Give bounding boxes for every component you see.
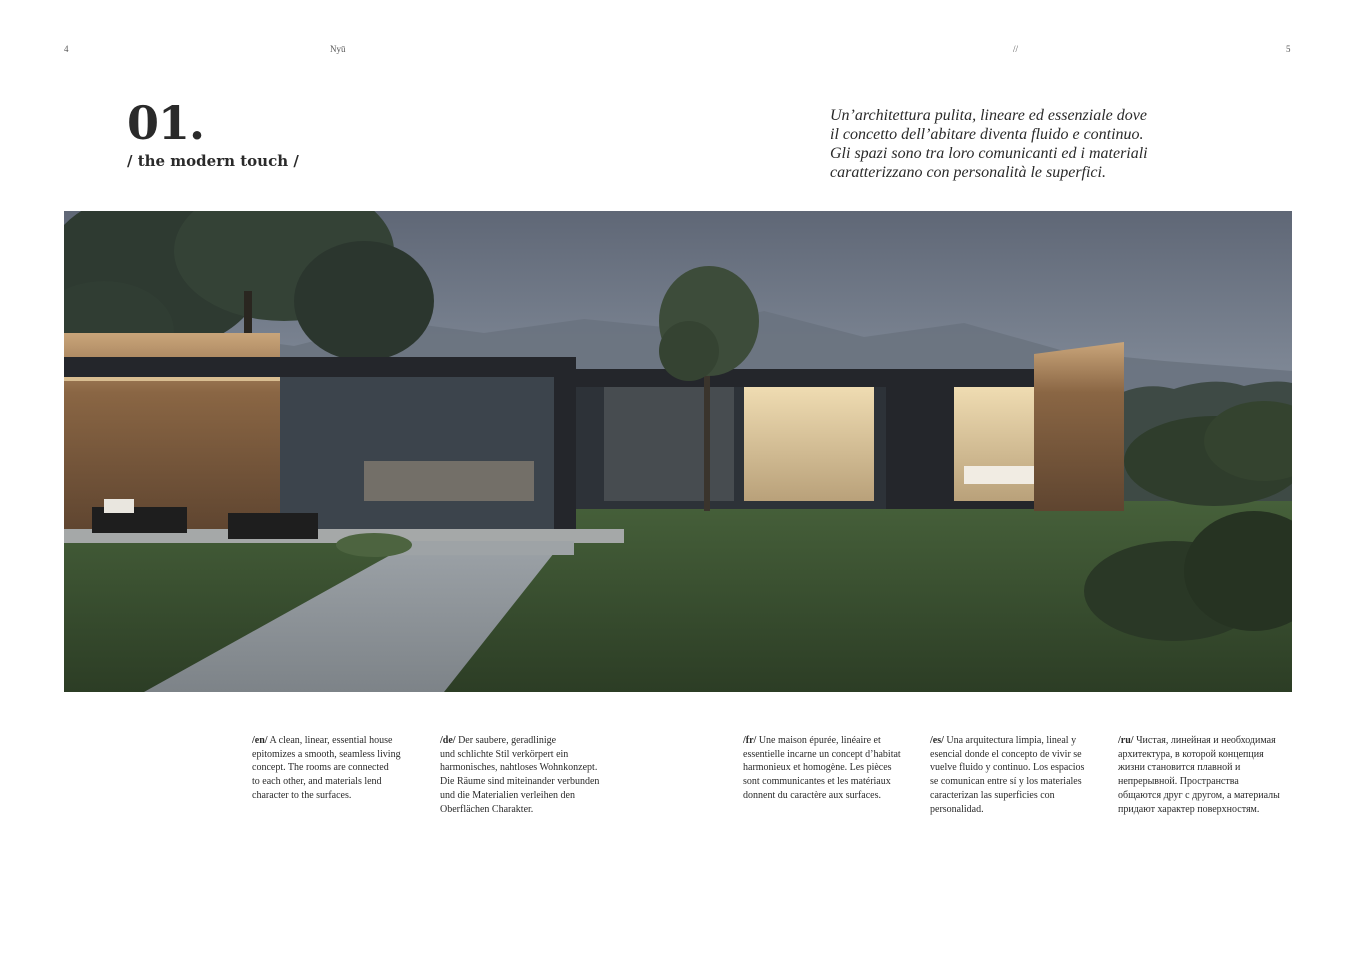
lounger: [228, 513, 318, 539]
column-line: concept. The rooms are connected: [252, 762, 389, 774]
lang-tag: /fr/: [743, 735, 757, 746]
column-line: esencial donde el concepto de vivir se: [930, 748, 1082, 760]
column-line: harmonieux et homogène. Les pièces: [743, 762, 892, 774]
roof-slab: [64, 357, 576, 377]
warm-glow: [744, 387, 874, 501]
column-line: se comunican entre sí y los materiales: [930, 776, 1082, 788]
column-line: A clean, linear, essential house: [269, 735, 393, 746]
text-column-fr: [743, 734, 923, 803]
column-line: Die Räume sind miteinander verbunden: [440, 776, 600, 788]
column-line: общаются друг с другом, а материалы: [1118, 789, 1280, 801]
lang-tag: /ru/: [1118, 735, 1134, 746]
text-column-de: [440, 734, 620, 816]
folio-separator: //: [1013, 44, 1019, 54]
column-line: caracterizan las superficies con: [930, 789, 1055, 801]
column-line: und die Materialien verleihen den: [440, 789, 575, 801]
column-line: harmonisches, nahtloses Wohnkonzept.: [440, 762, 598, 774]
column-line: непрерывной. Пространства: [1118, 776, 1239, 788]
column-line: Una arquitectura limpia, lineal y: [946, 735, 1077, 746]
intro-line: caratterizzano con personalità le superfici.: [830, 164, 1106, 181]
column-line: Oberflächen Charakter.: [440, 803, 534, 815]
text-column-ru: [1118, 734, 1298, 816]
wood-fin: [1034, 342, 1124, 511]
section-number: 01.: [127, 96, 205, 150]
intro-line: Un’architettura pulita, lineare ed essenziale dove: [830, 107, 1147, 124]
column-line: to each other, and materials lend: [252, 776, 382, 788]
column-line: und schlichte Stil verkörpert ein: [440, 748, 569, 760]
column-line: Der saubere, geradlinige: [458, 735, 557, 746]
column-line: sont communicantes et les matériaux: [743, 776, 891, 788]
column-line: жизни становится плавной и: [1118, 762, 1241, 774]
lang-tag: /de/: [440, 735, 456, 746]
lang-tag: /es/: [930, 735, 944, 746]
house-photo: [64, 211, 1292, 692]
page-number-right: 5: [1286, 44, 1291, 54]
column-line: архитектура, в которой концепция: [1118, 748, 1264, 760]
lang-tag: /en/: [252, 735, 268, 746]
column-line: essentielle incarne un concept d’habitat: [743, 748, 901, 760]
column-line: character to the surfaces.: [252, 789, 352, 801]
page-number-left: 4: [64, 44, 69, 54]
brand-name: Nyū: [330, 44, 346, 54]
column-line: придают характер поверхностям.: [1118, 803, 1260, 815]
section-subtitle: / the modern touch /: [127, 152, 299, 170]
column-line: Чистая, линейная и необходимая: [1136, 735, 1276, 746]
intro-line: Gli spazi sono tra loro comunicanti ed i materiali: [830, 145, 1148, 162]
column-line: Une maison épurée, linéaire et: [758, 735, 881, 746]
glass-pavilion: [280, 377, 572, 531]
text-column-en: [252, 734, 427, 803]
text-column-es: [930, 734, 1105, 816]
column-line: vuelve fluido y continuo. Los espacios: [930, 762, 1085, 774]
column-line: donnent du caractère aux surfaces.: [743, 789, 881, 801]
intro-text: [830, 106, 1230, 182]
column-line: epitomizes a smooth, seamless living: [252, 748, 401, 760]
intro-line: il concetto dell’abitare diventa fluido e continuo.: [830, 126, 1144, 143]
small-shrub: [336, 533, 412, 557]
column-line: personalidad.: [930, 803, 984, 815]
